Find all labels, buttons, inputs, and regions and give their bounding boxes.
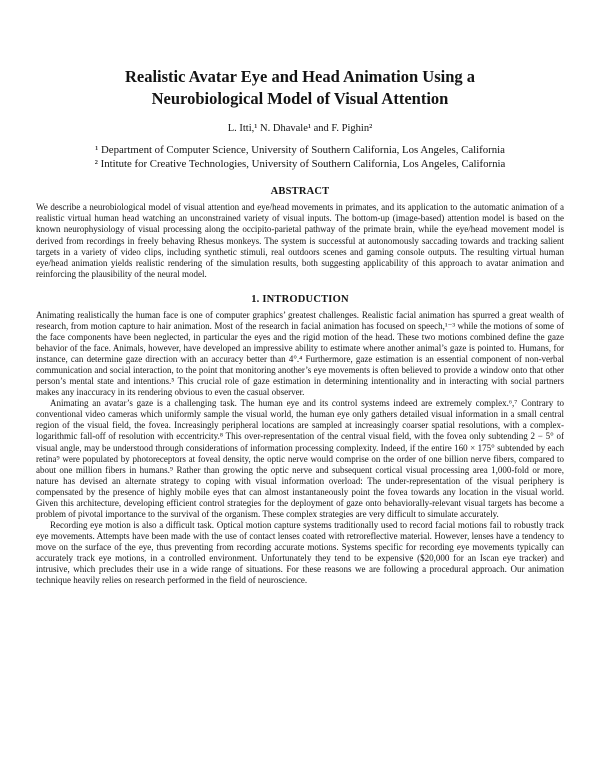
authors-line: L. Itti,¹ N. Dhavale¹ and F. Pighin²: [227, 122, 373, 134]
paper-title-line-2: Neurobiological Model of Visual Attention: [151, 88, 449, 108]
abstract-text: We describe a neurobiological model of visual attention and eye/head movements in primates, and its application to the automatic animation of a realistic virtual human head watching an unconstrained variety of visual inputs. The bottom-up (image-based) attention model is based on the known neurophysiology of visual processing along the occipito-parietal pathway of the primate brain, while the eye/head movement model is derived from recordings in freely behaving Rhesus monkeys. The system is successful at autonomously saccading towards and tracking salient targets in a variety of video clips, including synthetic stimuli, real outdoors scenes and gaming console outputs. The resulting virtual human eye/head animation yields realistic rendering of the simulation results, both suggesting applicability of this approach to avatar animation and reinforcing the plausibility of the neural model.: [36, 202, 564, 279]
intro-paragraph-3: Recording eye motion is also a difficult task. Optical motion capture systems traditionally used to record facial motions fail to robustly track eye movements. Attempts have been made with the use of contact lenses coated with retroreflective material. However, lenses have a tendency to move on the surface of the eye, thus preventing from recording accurate motions. Systems specific for recording eye movements typically can accurately track eye motions, in a controlled environment. Unfortunately they tend to be expensive ($20,000 for an Iscan eye tracker) and intrusive, which precludes their use in a wide range of situations. For these reasons we are following a procedural approach. Our animation technique heavily relies on research performed in the field of neuroscience.: [36, 519, 564, 586]
paper-title-line-1: Realistic Avatar Eye and Head Animation Using a: [124, 67, 476, 86]
introduction-heading: 1. INTRODUCTION: [251, 293, 349, 305]
paper-title: [36, 66, 564, 110]
affiliation-line-1: ¹ Department of Computer Science, University of Southern California, Los Angeles, California: [95, 143, 505, 156]
intro-paragraph-2: Animating an avatar’s gaze is a challenging task. The human eye and its control systems indeed are extremely complex.⁶,⁷ Contrary to conventional video cameras which uniformly sample the visual world, the human eye only gathers detailed visual information in a small central region of the visual field, the fovea. Increasingly peripheral locations are sampled at increasingly coarser spatial resolutions, with a complex-logarithmic fall-off of resolution with eccentricity.⁸ This over-representation of the central visual field, with the fovea only subtending 2 − 5° of visual angle, may be understood through considerations of information processing complexity. Indeed, if the entire 160 × 175° subtended by each retina⁹ were populated by photoreceptors at foveal density, the optic nerve would comprise on the order of one billion nerve fibers, compared to about one million fibers in humans.⁹ Rather than growing the optic nerve and subsequent cortical visual processing area 1,000-fold or more, nature has devised an alternate strategy to coping with visual information overload: The under-representation of the visual periphery is compensated by the presence of highly mobile eyes that can almost instantaneously point the fovea towards any location in the visual world. Given this architecture, developing efficient control strategies for the deployment of gaze onto behaviorally-relevant visual targets has become a problem of pivotal importance to the survival of the organism. These complex strategies are very difficult to simulate accurately.: [36, 398, 564, 519]
abstract-heading: ABSTRACT: [270, 186, 330, 198]
affiliations-block: [36, 143, 564, 173]
affiliation-line-2: ² Intitute for Creative Technologies, University of Southern California, Los Angeles, California: [94, 158, 506, 171]
intro-paragraph-1: Animating realistically the human face is one of computer graphics’ greatest challenges. Realistic facial animation has spurred a great wealth of research, from motion capture to hair animation. Most of the research in facial animation has focused on speech,¹⁻³ while the motions of some of the face components have been neglected, in particular the eyes and the rigid motion of the head. These two motions combined define the gaze behavior of the face. Animals, however, have developed an impressive ability to estimate where another animal’s gaze is pointed to. Humans, for instance, can determine gaze direction with an accuracy better than 4°.⁴ Furthermore, gaze estimation is an essential component of non-verbal communication and social interaction, to the point that monitoring another’s eye movements is often believed to provide a window onto that other person’s mental state and intentions.⁵ This crucial role of gaze estimation in determining intentionality and in interacting with social partners makes any inaccuracy in its rendering obvious to even the casual observer.: [36, 309, 564, 398]
